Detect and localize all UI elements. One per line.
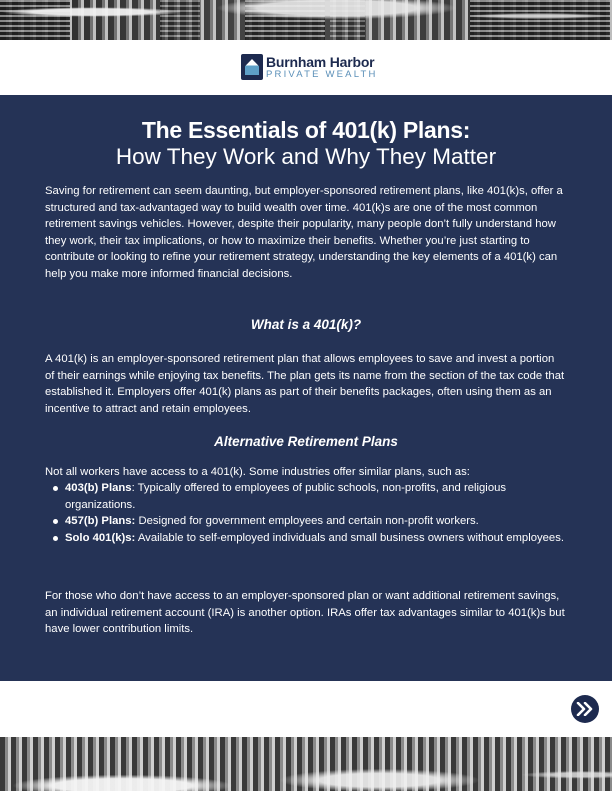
article-panel [0,95,612,681]
what-is-401k-paragraph: A 401(k) is an employer-sponsored retirement plan that allows employees to save and invest a portion of their earnings while enjoying tax benefits. The plan gets its name from the section of the tax code that established it. Employers offer 401(k) plans as part of their benefits packages, often using them as an incentive to attract and retain employees. [45,353,565,415]
page-title: The Essentials of 401(k) Plans: [141,117,471,143]
alternative-plans-list [45,480,565,546]
brand-logo [241,54,378,80]
list-item-text: Available to self-employed individuals and small business owners without employees. [135,531,565,544]
list-item-term: Solo 401(k)s: [65,531,136,544]
alternative-plans-lead: Not all workers have access to a 401(k). Some industries offer similar plans, such as: [45,466,470,478]
logo-mark-icon [241,54,263,80]
ira-paragraph: For those who don’t have access to an employer-sponsored plan or want additional retirement savings, an individual retirement account (IRA) is another option. IRAs offer tax advantages similar to 401(k)s but have lower contribution limits. [45,590,565,636]
list-item [45,513,565,530]
page-subtitle: How They Work and Why They Matter [115,144,497,169]
next-page-button[interactable] [571,695,599,723]
list-item-text: Designed for government employees and certain non-profit workers. [135,515,479,528]
list-item [45,530,565,547]
list-item-text: : Typically offered to employees of public schools, non-profits, and religious organizations. [65,482,507,511]
intro-paragraph: Saving for retirement can seem daunting, but employer-sponsored retirement plans, like 401(k)s, offer a structured and tax-advantaged way to build wealth over time. 401(k)s are one of the most common retirement savings vehicles. However, despite their popularity, many people don’t fully understand how they work, their tax implications, or how to maximize their benefits. Whether you’re just starting to contribute or looking to refine your retirement strategy, understanding the key elements of a 401(k) can help you make more informed financial decisions. [45,185,563,280]
list-item [45,480,565,513]
section-heading-what-is-401k: What is a 401(k)? [250,317,362,332]
double-chevron-right-icon [576,702,594,716]
brand-name: Burnham Harbor [266,53,375,70]
section-heading-alternative-plans: Alternative Retirement Plans [214,434,398,449]
list-item-term: 403(b) Plans [65,482,132,494]
footer-building-photo [0,737,612,791]
header-building-photo [0,0,612,40]
brand-tagline: PRIVATE WEALTH [266,68,378,80]
list-item-term: 457(b) Plans: [65,515,136,528]
